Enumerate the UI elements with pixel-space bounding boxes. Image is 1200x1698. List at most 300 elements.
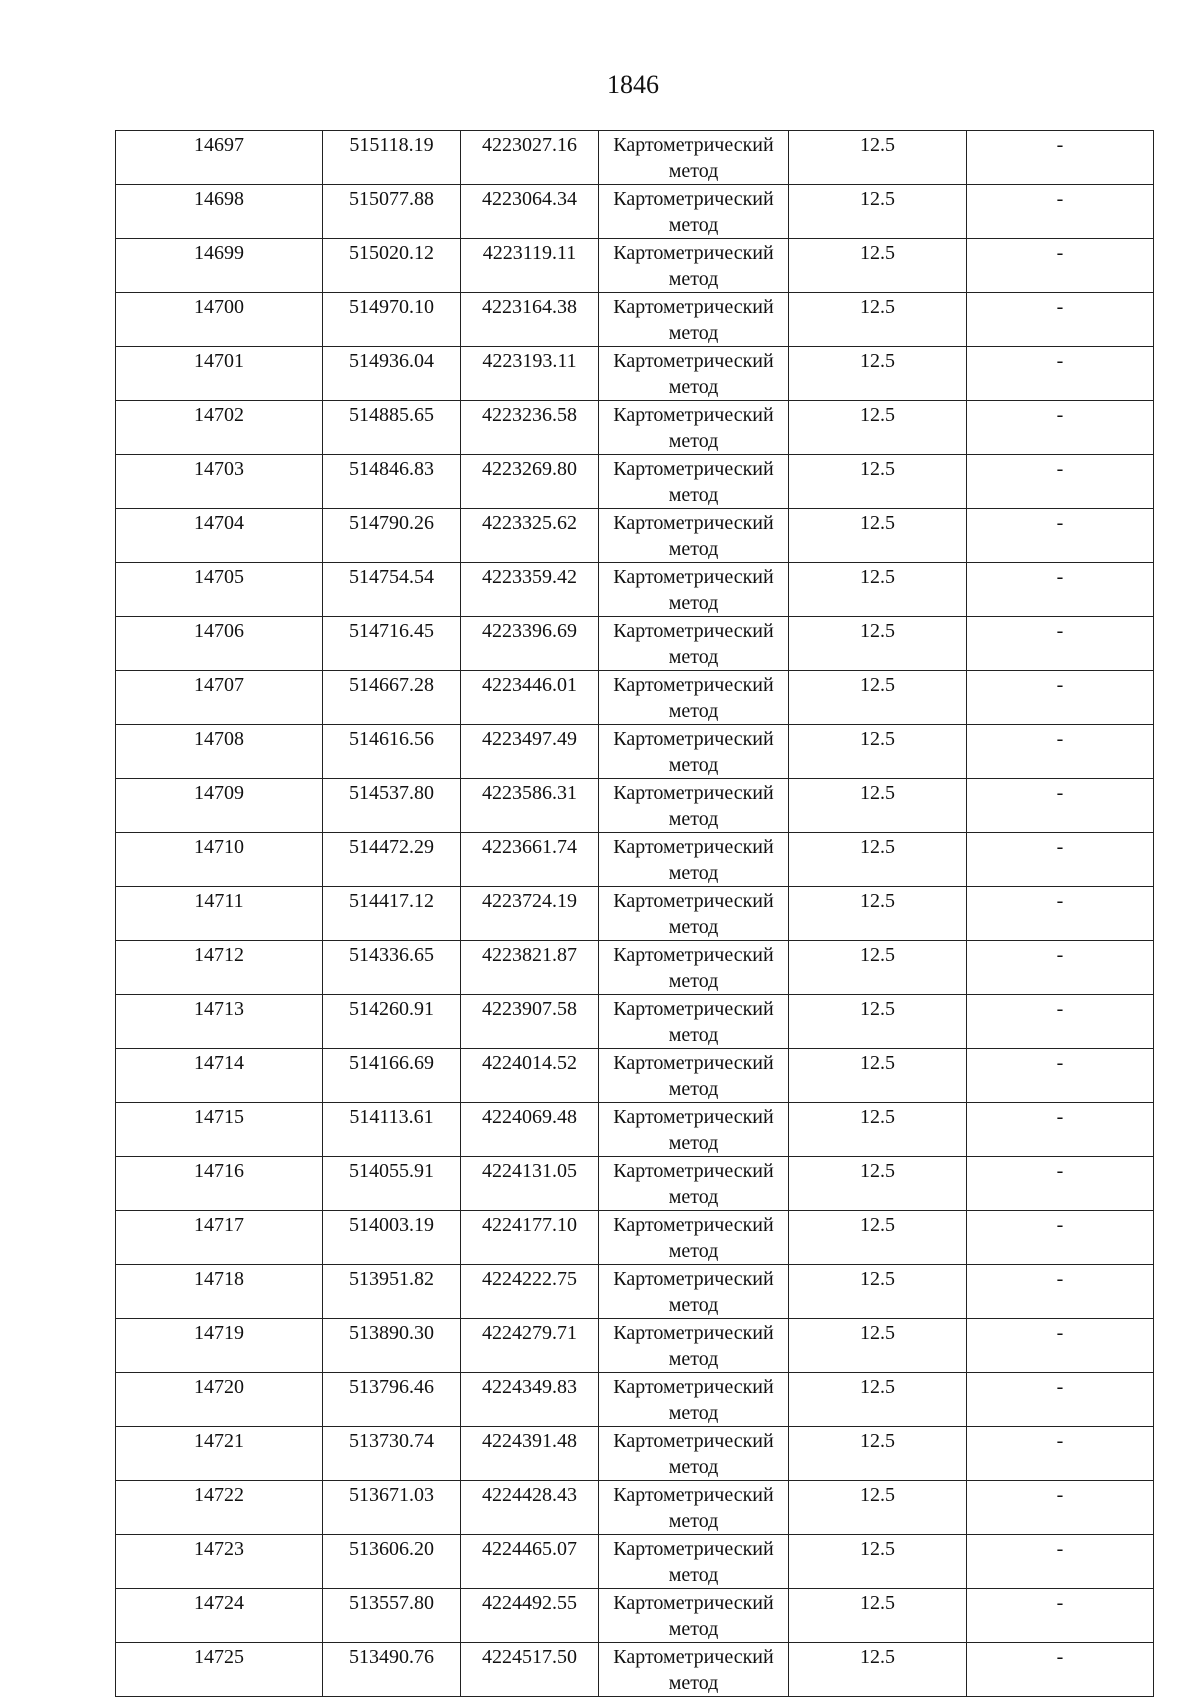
x-coordinate-cell xyxy=(323,1643,461,1697)
accuracy-cell xyxy=(789,1481,967,1535)
y-coordinate-cell-text: 4223027.16 xyxy=(482,134,577,156)
y-coordinate-cell-text: 4223907.58 xyxy=(482,998,577,1020)
accuracy-cell xyxy=(789,239,967,293)
table-row xyxy=(116,995,1154,1049)
y-coordinate-cell xyxy=(461,239,599,293)
x-coordinate-cell xyxy=(323,131,461,185)
note-cell-text: - xyxy=(1056,782,1064,804)
method-cell xyxy=(599,185,789,239)
y-coordinate-cell-text: 4223269.80 xyxy=(482,458,577,480)
note-cell xyxy=(967,1211,1154,1265)
x-coordinate-cell xyxy=(323,941,461,995)
method-cell xyxy=(599,401,789,455)
y-coordinate-cell-text: 4224492.55 xyxy=(482,1592,577,1614)
method-cell xyxy=(599,1427,789,1481)
table-row xyxy=(116,1157,1154,1211)
x-coordinate-cell xyxy=(323,1157,461,1211)
note-cell xyxy=(967,779,1154,833)
accuracy-cell xyxy=(789,1103,967,1157)
y-coordinate-cell xyxy=(461,779,599,833)
accuracy-cell-text: 12.5 xyxy=(860,242,895,264)
method-cell-text: Картометрический метод xyxy=(613,296,774,344)
accuracy-cell xyxy=(789,779,967,833)
y-coordinate-cell-text: 4223661.74 xyxy=(482,836,577,858)
note-cell xyxy=(967,1319,1154,1373)
method-cell xyxy=(599,1103,789,1157)
point-number-cell xyxy=(116,1427,323,1481)
x-coordinate-cell xyxy=(323,1427,461,1481)
accuracy-cell-text: 12.5 xyxy=(860,296,895,318)
method-cell-text: Картометрический метод xyxy=(613,404,774,452)
x-coordinate-cell-text: 514667.28 xyxy=(349,674,434,696)
accuracy-cell xyxy=(789,887,967,941)
accuracy-cell-text: 12.5 xyxy=(860,944,895,966)
method-cell xyxy=(599,1589,789,1643)
x-coordinate-cell xyxy=(323,617,461,671)
y-coordinate-cell xyxy=(461,1373,599,1427)
accuracy-cell-text: 12.5 xyxy=(860,1052,895,1074)
y-coordinate-cell-text: 4224014.52 xyxy=(482,1052,577,1074)
y-coordinate-cell-text: 4223164.38 xyxy=(482,296,577,318)
page-number: 1846 xyxy=(607,70,659,99)
note-cell-text: - xyxy=(1056,836,1064,858)
method-cell xyxy=(599,725,789,779)
point-number-cell xyxy=(116,617,323,671)
y-coordinate-cell-text: 4223359.42 xyxy=(482,566,577,588)
point-number-cell xyxy=(116,1103,323,1157)
x-coordinate-cell xyxy=(323,1049,461,1103)
note-cell xyxy=(967,1643,1154,1697)
method-cell-text: Картометрический метод xyxy=(613,1214,774,1262)
note-cell xyxy=(967,239,1154,293)
y-coordinate-cell-text: 4223325.62 xyxy=(482,512,577,534)
note-cell-text: - xyxy=(1056,1592,1064,1614)
point-number-cell-text: 14718 xyxy=(194,1268,244,1290)
accuracy-cell-text: 12.5 xyxy=(860,404,895,426)
point-number-cell xyxy=(116,509,323,563)
method-cell xyxy=(599,131,789,185)
x-coordinate-cell-text: 513671.03 xyxy=(349,1484,434,1506)
table-row xyxy=(116,509,1154,563)
point-number-cell xyxy=(116,185,323,239)
method-cell xyxy=(599,239,789,293)
point-number-cell-text: 14702 xyxy=(194,404,244,426)
accuracy-cell xyxy=(789,1049,967,1103)
y-coordinate-cell-text: 4224279.71 xyxy=(482,1322,577,1344)
x-coordinate-cell-text: 513557.80 xyxy=(349,1592,434,1614)
accuracy-cell-text: 12.5 xyxy=(860,674,895,696)
note-cell xyxy=(967,185,1154,239)
point-number-cell xyxy=(116,1049,323,1103)
x-coordinate-cell-text: 514113.61 xyxy=(349,1106,434,1128)
accuracy-cell-text: 12.5 xyxy=(860,350,895,372)
x-coordinate-cell-text: 513796.46 xyxy=(349,1376,434,1398)
x-coordinate-cell-text: 514885.65 xyxy=(349,404,434,426)
y-coordinate-cell xyxy=(461,347,599,401)
method-cell-text: Картометрический метод xyxy=(613,782,774,830)
y-coordinate-cell xyxy=(461,185,599,239)
y-coordinate-cell xyxy=(461,1481,599,1535)
point-number-cell-text: 14722 xyxy=(194,1484,244,1506)
method-cell xyxy=(599,563,789,617)
method-cell-text: Картометрический метод xyxy=(613,188,774,236)
point-number-cell xyxy=(116,1481,323,1535)
y-coordinate-cell-text: 4223446.01 xyxy=(482,674,577,696)
table-row xyxy=(116,1427,1154,1481)
method-cell-text: Картометрический метод xyxy=(613,1322,774,1370)
x-coordinate-cell xyxy=(323,1211,461,1265)
accuracy-cell-text: 12.5 xyxy=(860,1538,895,1560)
method-cell-text: Картометрический метод xyxy=(613,1160,774,1208)
accuracy-cell-text: 12.5 xyxy=(860,1592,895,1614)
x-coordinate-cell xyxy=(323,1373,461,1427)
y-coordinate-cell xyxy=(461,509,599,563)
method-cell xyxy=(599,1049,789,1103)
x-coordinate-cell-text: 513490.76 xyxy=(349,1646,434,1668)
accuracy-cell xyxy=(789,401,967,455)
y-coordinate-cell-text: 4224517.50 xyxy=(482,1646,577,1668)
x-coordinate-cell-text: 514970.10 xyxy=(349,296,434,318)
y-coordinate-cell-text: 4224349.83 xyxy=(482,1376,577,1398)
point-number-cell-text: 14701 xyxy=(194,350,244,372)
x-coordinate-cell-text: 514846.83 xyxy=(349,458,434,480)
point-number-cell-text: 14708 xyxy=(194,728,244,750)
coordinates-table-body xyxy=(116,131,1154,1697)
accuracy-cell xyxy=(789,1265,967,1319)
method-cell-text: Картометрический метод xyxy=(613,1376,774,1424)
point-number-cell-text: 14711 xyxy=(194,890,244,912)
point-number-cell-text: 14709 xyxy=(194,782,244,804)
accuracy-cell xyxy=(789,941,967,995)
note-cell-text: - xyxy=(1056,1214,1064,1236)
y-coordinate-cell-text: 4223497.49 xyxy=(482,728,577,750)
point-number-cell-text: 14699 xyxy=(194,242,244,264)
point-number-cell-text: 14719 xyxy=(194,1322,244,1344)
accuracy-cell xyxy=(789,563,967,617)
y-coordinate-cell xyxy=(461,887,599,941)
method-cell xyxy=(599,455,789,509)
table-row xyxy=(116,833,1154,887)
y-coordinate-cell-text: 4224465.07 xyxy=(482,1538,577,1560)
x-coordinate-cell xyxy=(323,1265,461,1319)
method-cell-text: Картометрический метод xyxy=(613,674,774,722)
table-row xyxy=(116,347,1154,401)
note-cell xyxy=(967,1589,1154,1643)
x-coordinate-cell-text: 514616.56 xyxy=(349,728,434,750)
point-number-cell xyxy=(116,1373,323,1427)
note-cell xyxy=(967,131,1154,185)
table-row xyxy=(116,941,1154,995)
accuracy-cell xyxy=(789,509,967,563)
y-coordinate-cell xyxy=(461,455,599,509)
x-coordinate-cell-text: 513951.82 xyxy=(349,1268,434,1290)
y-coordinate-cell-text: 4224391.48 xyxy=(482,1430,577,1452)
x-coordinate-cell xyxy=(323,347,461,401)
accuracy-cell xyxy=(789,185,967,239)
accuracy-cell xyxy=(789,1535,967,1589)
x-coordinate-cell xyxy=(323,671,461,725)
note-cell xyxy=(967,725,1154,779)
note-cell xyxy=(967,455,1154,509)
note-cell-text: - xyxy=(1056,512,1064,534)
x-coordinate-cell-text: 515020.12 xyxy=(349,242,434,264)
accuracy-cell-text: 12.5 xyxy=(860,1160,895,1182)
accuracy-cell xyxy=(789,833,967,887)
accuracy-cell-text: 12.5 xyxy=(860,188,895,210)
note-cell-text: - xyxy=(1056,1484,1064,1506)
table-row xyxy=(116,1535,1154,1589)
accuracy-cell-text: 12.5 xyxy=(860,512,895,534)
x-coordinate-cell-text: 514336.65 xyxy=(349,944,434,966)
point-number-cell xyxy=(116,779,323,833)
point-number-cell-text: 14721 xyxy=(194,1430,244,1452)
y-coordinate-cell xyxy=(461,293,599,347)
y-coordinate-cell xyxy=(461,833,599,887)
method-cell xyxy=(599,1211,789,1265)
method-cell xyxy=(599,1481,789,1535)
note-cell-text: - xyxy=(1056,1376,1064,1398)
x-coordinate-cell-text: 514472.29 xyxy=(349,836,434,858)
point-number-cell-text: 14697 xyxy=(194,134,244,156)
x-coordinate-cell-text: 514166.69 xyxy=(349,1052,434,1074)
y-coordinate-cell-text: 4223396.69 xyxy=(482,620,577,642)
accuracy-cell-text: 12.5 xyxy=(860,728,895,750)
table-row xyxy=(116,1211,1154,1265)
accuracy-cell-text: 12.5 xyxy=(860,1106,895,1128)
method-cell xyxy=(599,347,789,401)
point-number-cell-text: 14704 xyxy=(194,512,244,534)
accuracy-cell-text: 12.5 xyxy=(860,458,895,480)
point-number-cell-text: 14712 xyxy=(194,944,244,966)
method-cell xyxy=(599,671,789,725)
x-coordinate-cell-text: 514003.19 xyxy=(349,1214,434,1236)
accuracy-cell-text: 12.5 xyxy=(860,782,895,804)
point-number-cell xyxy=(116,1265,323,1319)
x-coordinate-cell xyxy=(323,509,461,563)
method-cell-text: Картометрический метод xyxy=(613,242,774,290)
accuracy-cell-text: 12.5 xyxy=(860,890,895,912)
point-number-cell-text: 14707 xyxy=(194,674,244,696)
method-cell-text: Картометрический метод xyxy=(613,350,774,398)
x-coordinate-cell xyxy=(323,887,461,941)
note-cell-text: - xyxy=(1056,1106,1064,1128)
point-number-cell xyxy=(116,671,323,725)
y-coordinate-cell xyxy=(461,1157,599,1211)
y-coordinate-cell-text: 4223586.31 xyxy=(482,782,577,804)
x-coordinate-cell-text: 514754.54 xyxy=(349,566,434,588)
y-coordinate-cell-text: 4223724.19 xyxy=(482,890,577,912)
accuracy-cell xyxy=(789,1157,967,1211)
method-cell xyxy=(599,1157,789,1211)
table-row xyxy=(116,185,1154,239)
y-coordinate-cell xyxy=(461,1427,599,1481)
table-row xyxy=(116,1373,1154,1427)
x-coordinate-cell-text: 513890.30 xyxy=(349,1322,434,1344)
note-cell xyxy=(967,1481,1154,1535)
x-coordinate-cell-text: 514537.80 xyxy=(349,782,434,804)
accuracy-cell xyxy=(789,347,967,401)
note-cell-text: - xyxy=(1056,620,1064,642)
x-coordinate-cell xyxy=(323,455,461,509)
accuracy-cell-text: 12.5 xyxy=(860,1322,895,1344)
note-cell-text: - xyxy=(1056,998,1064,1020)
note-cell-text: - xyxy=(1056,1268,1064,1290)
point-number-cell xyxy=(116,239,323,293)
table-row xyxy=(116,1265,1154,1319)
table-row xyxy=(116,1481,1154,1535)
y-coordinate-cell xyxy=(461,995,599,1049)
y-coordinate-cell-text: 4223193.11 xyxy=(482,350,577,372)
y-coordinate-cell xyxy=(461,131,599,185)
point-number-cell-text: 14723 xyxy=(194,1538,244,1560)
table-row xyxy=(116,293,1154,347)
point-number-cell xyxy=(116,1319,323,1373)
x-coordinate-cell-text: 515077.88 xyxy=(349,188,434,210)
table-row xyxy=(116,1103,1154,1157)
point-number-cell-text: 14714 xyxy=(194,1052,244,1074)
note-cell xyxy=(967,1049,1154,1103)
point-number-cell xyxy=(116,401,323,455)
accuracy-cell-text: 12.5 xyxy=(860,1646,895,1668)
method-cell-text: Картометрический метод xyxy=(613,1592,774,1640)
point-number-cell-text: 14720 xyxy=(194,1376,244,1398)
method-cell xyxy=(599,1643,789,1697)
note-cell xyxy=(967,941,1154,995)
accuracy-cell xyxy=(789,1211,967,1265)
y-coordinate-cell-text: 4223119.11 xyxy=(482,242,577,264)
method-cell-text: Картометрический метод xyxy=(613,1646,774,1694)
point-number-cell xyxy=(116,1643,323,1697)
x-coordinate-cell-text: 513606.20 xyxy=(349,1538,434,1560)
note-cell xyxy=(967,293,1154,347)
y-coordinate-cell xyxy=(461,671,599,725)
x-coordinate-cell xyxy=(323,833,461,887)
y-coordinate-cell-text: 4224069.48 xyxy=(482,1106,577,1128)
note-cell xyxy=(967,995,1154,1049)
note-cell-text: - xyxy=(1056,242,1064,264)
point-number-cell-text: 14706 xyxy=(194,620,244,642)
method-cell-text: Картометрический метод xyxy=(613,728,774,776)
accuracy-cell-text: 12.5 xyxy=(860,620,895,642)
accuracy-cell-text: 12.5 xyxy=(860,566,895,588)
note-cell xyxy=(967,1157,1154,1211)
accuracy-cell-text: 12.5 xyxy=(860,134,895,156)
note-cell xyxy=(967,1535,1154,1589)
method-cell-text: Картометрический метод xyxy=(613,1430,774,1478)
note-cell-text: - xyxy=(1056,134,1064,156)
method-cell xyxy=(599,779,789,833)
note-cell-text: - xyxy=(1056,404,1064,426)
y-coordinate-cell xyxy=(461,941,599,995)
method-cell-text: Картометрический метод xyxy=(613,512,774,560)
note-cell-text: - xyxy=(1056,188,1064,210)
note-cell xyxy=(967,1373,1154,1427)
point-number-cell xyxy=(116,995,323,1049)
y-coordinate-cell xyxy=(461,1211,599,1265)
table-row xyxy=(116,401,1154,455)
method-cell-text: Картометрический метод xyxy=(613,458,774,506)
point-number-cell xyxy=(116,131,323,185)
accuracy-cell-text: 12.5 xyxy=(860,836,895,858)
method-cell-text: Картометрический метод xyxy=(613,836,774,884)
table-row xyxy=(116,887,1154,941)
point-number-cell-text: 14700 xyxy=(194,296,244,318)
method-cell xyxy=(599,833,789,887)
point-number-cell-text: 14713 xyxy=(194,998,244,1020)
point-number-cell-text: 14715 xyxy=(194,1106,244,1128)
x-coordinate-cell xyxy=(323,239,461,293)
table-row xyxy=(116,455,1154,509)
note-cell-text: - xyxy=(1056,458,1064,480)
note-cell-text: - xyxy=(1056,350,1064,372)
method-cell-text: Картометрический метод xyxy=(613,1052,774,1100)
y-coordinate-cell-text: 4224177.10 xyxy=(482,1214,577,1236)
x-coordinate-cell xyxy=(323,185,461,239)
x-coordinate-cell-text: 514936.04 xyxy=(349,350,434,372)
y-coordinate-cell xyxy=(461,617,599,671)
method-cell-text: Картометрический метод xyxy=(613,1484,774,1532)
method-cell xyxy=(599,509,789,563)
x-coordinate-cell xyxy=(323,1319,461,1373)
point-number-cell-text: 14725 xyxy=(194,1646,244,1668)
method-cell-text: Картометрический метод xyxy=(613,134,774,182)
accuracy-cell xyxy=(789,455,967,509)
accuracy-cell-text: 12.5 xyxy=(860,1214,895,1236)
point-number-cell xyxy=(116,1211,323,1265)
accuracy-cell xyxy=(789,293,967,347)
note-cell-text: - xyxy=(1056,1538,1064,1560)
point-number-cell xyxy=(116,563,323,617)
point-number-cell xyxy=(116,941,323,995)
point-number-cell xyxy=(116,1535,323,1589)
x-coordinate-cell-text: 514790.26 xyxy=(349,512,434,534)
method-cell xyxy=(599,1535,789,1589)
x-coordinate-cell xyxy=(323,293,461,347)
x-coordinate-cell-text: 514716.45 xyxy=(349,620,434,642)
method-cell xyxy=(599,1319,789,1373)
note-cell-text: - xyxy=(1056,296,1064,318)
accuracy-cell xyxy=(789,1643,967,1697)
method-cell-text: Картометрический метод xyxy=(613,890,774,938)
note-cell xyxy=(967,1103,1154,1157)
x-coordinate-cell xyxy=(323,1535,461,1589)
x-coordinate-cell xyxy=(323,563,461,617)
accuracy-cell xyxy=(789,617,967,671)
note-cell xyxy=(967,617,1154,671)
accuracy-cell-text: 12.5 xyxy=(860,1484,895,1506)
x-coordinate-cell-text: 513730.74 xyxy=(349,1430,434,1452)
method-cell xyxy=(599,1373,789,1427)
method-cell xyxy=(599,293,789,347)
point-number-cell-text: 14705 xyxy=(194,566,244,588)
x-coordinate-cell-text: 514260.91 xyxy=(349,998,434,1020)
y-coordinate-cell xyxy=(461,1643,599,1697)
accuracy-cell-text: 12.5 xyxy=(860,1376,895,1398)
point-number-cell xyxy=(116,455,323,509)
accuracy-cell xyxy=(789,671,967,725)
x-coordinate-cell-text: 514417.12 xyxy=(349,890,434,912)
method-cell xyxy=(599,887,789,941)
note-cell xyxy=(967,1265,1154,1319)
method-cell-text: Картометрический метод xyxy=(613,998,774,1046)
method-cell-text: Картометрический метод xyxy=(613,1538,774,1586)
point-number-cell-text: 14716 xyxy=(194,1160,244,1182)
note-cell-text: - xyxy=(1056,890,1064,912)
y-coordinate-cell-text: 4224131.05 xyxy=(482,1160,577,1182)
point-number-cell-text: 14710 xyxy=(194,836,244,858)
point-number-cell xyxy=(116,293,323,347)
x-coordinate-cell xyxy=(323,1589,461,1643)
